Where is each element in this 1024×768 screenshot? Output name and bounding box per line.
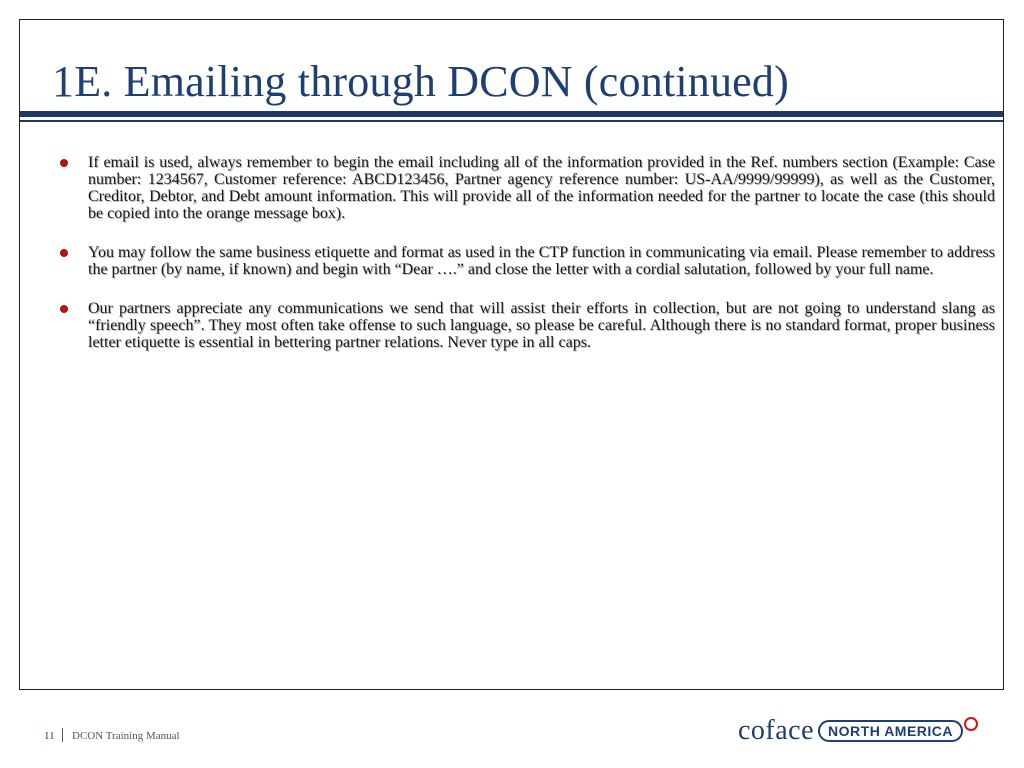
coface-swirl-icon — [964, 717, 978, 731]
bullet-item — [60, 300, 995, 351]
bullet-dot-icon — [60, 305, 68, 313]
bullet-text: You may follow the same business etiquette and format as used in the CTP function in communicating via email. Please remember to address the partner (by name, if known) and begin with “Dear ….” and close the letter with a cordial salutation, followed by your full name. — [88, 244, 995, 278]
bullet-dot-icon — [60, 159, 68, 167]
bullet-item — [60, 154, 995, 222]
logo-region-pill: NORTH AMERICA — [818, 720, 963, 742]
footer-manual-title: DCON Training Manual — [72, 730, 180, 742]
bullet-text: Our partners appreciate any communications we send that will assist their efforts in collection, but are not going to understand slang as “friendly speech”. They most often take offense to such language, so please be careful. Although there is no standard format, proper business letter etiquette is essential in bettering partner relations. Never type in all caps. — [88, 300, 995, 351]
bullet-item — [60, 244, 995, 278]
footer-divider — [62, 728, 63, 742]
title-rule-thick — [20, 111, 1003, 117]
bullet-list — [60, 154, 995, 373]
slide-title: 1E. Emailing through DCON (continued) — [52, 57, 789, 106]
bullet-text: If email is used, always remember to begin the email including all of the information provided in the Ref. numbers section (Example: Case number: 1234567, Customer reference: ABCD123456, Partner agency reference number: US-AA/9999/99999), as well as the Customer, Creditor, Debtor, and Debt amount information. This will provide all of the information needed for the partner to locate the case (this should be copied into the orange message box). — [88, 154, 995, 222]
page-number: 11 — [44, 730, 55, 742]
title-rule-thin — [20, 120, 1003, 122]
slide-frame — [19, 19, 1004, 690]
bullet-dot-icon — [60, 249, 68, 257]
logo-wordmark: coface — [738, 715, 815, 746]
coface-logo — [738, 714, 978, 748]
